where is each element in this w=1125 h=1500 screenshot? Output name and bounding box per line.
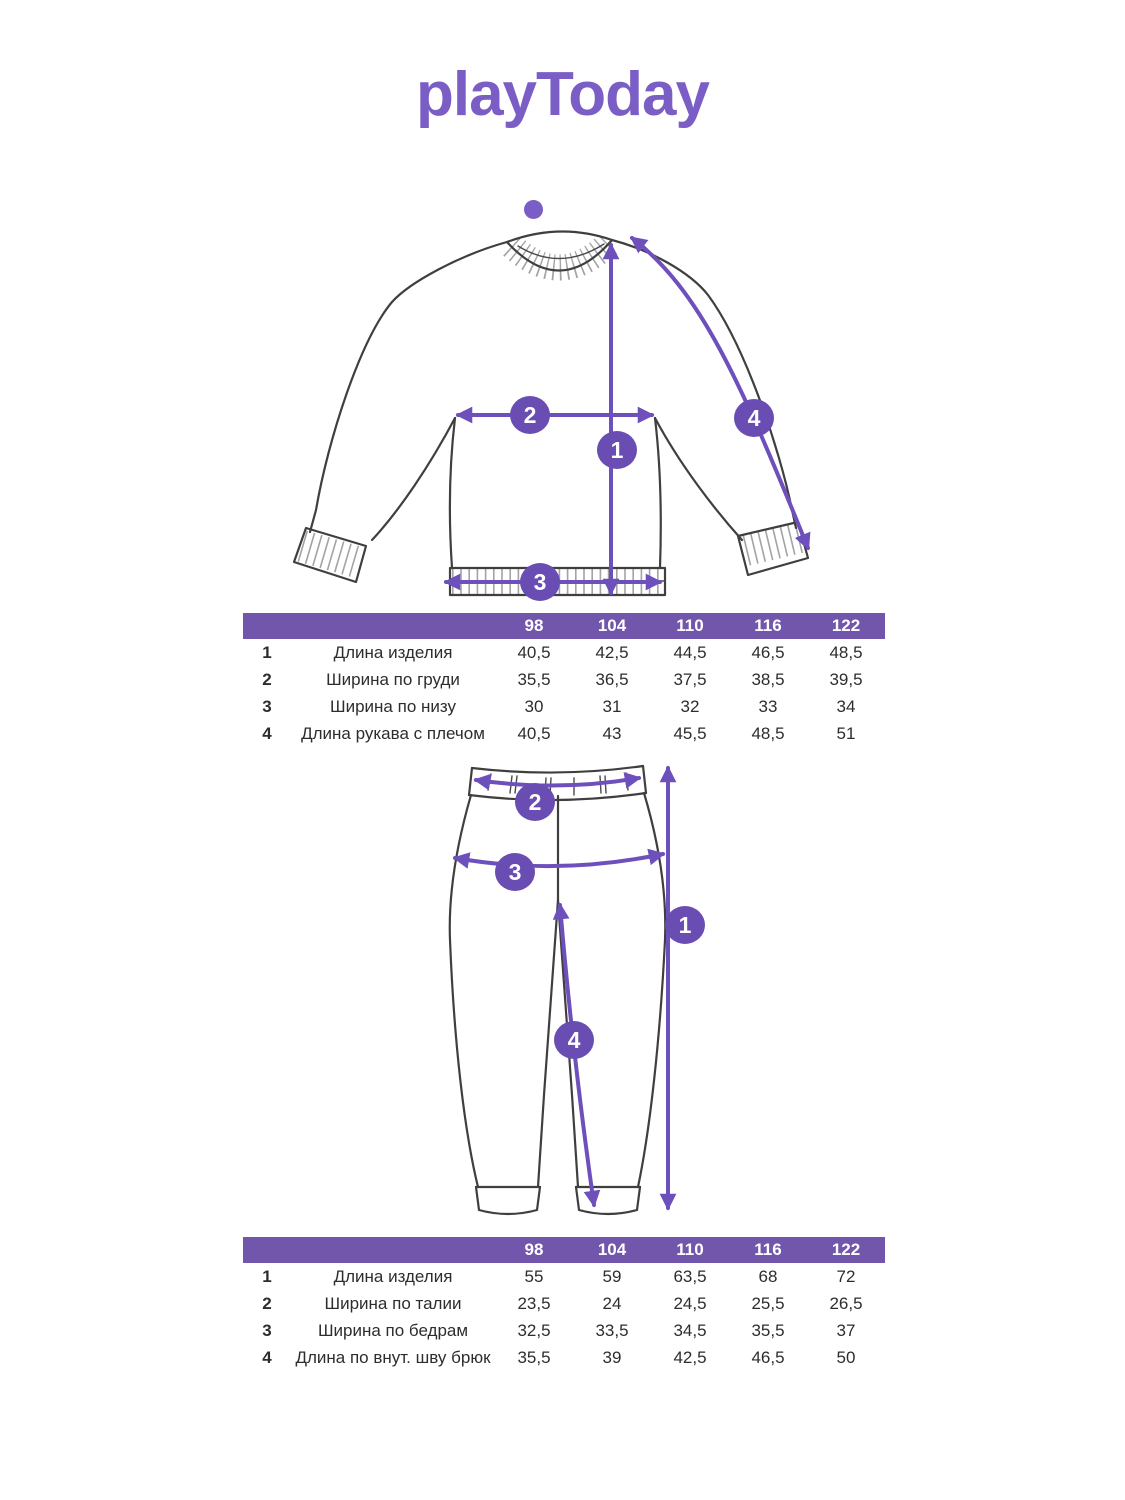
pants-measurement-diagram: [360, 750, 780, 1245]
marker-circle-1: [597, 431, 637, 469]
header-label-cell: [291, 613, 495, 639]
table-row: [243, 1344, 885, 1371]
size-value-cell: 59: [602, 1266, 622, 1286]
row-label: Длина по внут. шву брюк: [295, 1347, 491, 1367]
size-value-cell: 48,5: [829, 642, 863, 662]
size-value-cell: 31: [602, 696, 622, 716]
svg-text:4: 4: [747, 405, 761, 431]
size-value-cell: 35,5: [517, 669, 551, 689]
size-value-cell: 48,5: [751, 723, 785, 743]
marker-circle-4: [554, 1021, 594, 1059]
svg-text:3: 3: [508, 859, 522, 885]
size-table-header: [243, 613, 885, 639]
row-label: Длина изделия: [333, 1266, 453, 1286]
pants-outline: [450, 766, 666, 1214]
row-number: 4: [262, 1347, 272, 1367]
right-cuff-ribbing: [746, 537, 800, 550]
pants-size-table: [243, 1237, 885, 1371]
size-header: 116: [729, 1237, 807, 1263]
svg-text:2: 2: [528, 789, 542, 815]
row-number: 1: [262, 1266, 272, 1286]
size-header: 122: [807, 1237, 885, 1263]
size-value-cell: 39: [602, 1347, 622, 1367]
size-header: 110: [651, 1237, 729, 1263]
row-number: 1: [262, 642, 272, 662]
size-value-cell: 63,5: [673, 1266, 707, 1286]
brand-logo: [0, 60, 1125, 129]
svg-text:1: 1: [678, 912, 692, 938]
size-header: 116: [729, 613, 807, 639]
size-header: 104: [573, 1237, 651, 1263]
left-cuff-ribbing: [302, 546, 360, 563]
size-value-cell: 46,5: [751, 1347, 785, 1367]
marker-circle-1: [665, 906, 705, 944]
size-value-cell: 24: [602, 1293, 622, 1313]
table-row: [243, 720, 885, 747]
size-header: 122: [807, 613, 885, 639]
size-value-cell: 51: [836, 723, 856, 743]
size-value-cell: 25,5: [751, 1293, 785, 1313]
marker-circle-3: [520, 563, 560, 601]
size-value-cell: 26,5: [829, 1293, 863, 1313]
svg-text:4: 4: [567, 1027, 581, 1053]
size-value-cell: 30: [524, 696, 544, 716]
brand-logo-text: playToday: [415, 60, 710, 129]
row-number: 4: [262, 723, 272, 743]
table-row: [243, 1290, 885, 1317]
row-label: Ширина по низу: [330, 696, 456, 716]
size-value-cell: 42,5: [595, 642, 629, 662]
table-row: [243, 666, 885, 693]
table-row: [243, 1263, 885, 1290]
marker-circle-4: [734, 399, 774, 437]
svg-text:3: 3: [533, 569, 547, 595]
size-table-header: [243, 1237, 885, 1263]
size-value-cell: 72: [836, 1266, 856, 1286]
size-value-cell: 35,5: [517, 1347, 551, 1367]
size-value-cell: 44,5: [673, 642, 707, 662]
size-value-cell: 37,5: [673, 669, 707, 689]
size-value-cell: 36,5: [595, 669, 629, 689]
measure-arrow-2-waist: [476, 778, 639, 786]
marker-circle-3: [495, 853, 535, 891]
size-value-cell: 32: [680, 696, 700, 716]
sweatshirt-measurement-diagram: [280, 210, 850, 610]
size-value-cell: 42,5: [673, 1347, 707, 1367]
row-label: Ширина по талии: [324, 1293, 462, 1313]
row-number: 3: [262, 696, 272, 716]
measure-arrow-4-sleeve: [632, 238, 808, 548]
size-value-cell: 33,5: [595, 1320, 629, 1340]
size-value-cell: 40,5: [517, 723, 551, 743]
row-number: 2: [262, 1293, 272, 1313]
size-value-cell: 39,5: [829, 669, 863, 689]
size-value-cell: 55: [524, 1266, 544, 1286]
marker-circle-2: [510, 396, 550, 434]
table-row: [243, 693, 885, 720]
header-label-cell: [291, 1237, 495, 1263]
size-value-cell: 35,5: [751, 1320, 785, 1340]
size-header: 104: [573, 613, 651, 639]
sweatshirt-size-table: [243, 613, 885, 747]
table-row: [243, 639, 885, 666]
row-label: Длина рукава с плечом: [301, 723, 485, 743]
size-header: 98: [495, 1237, 573, 1263]
size-value-cell: 34,5: [673, 1320, 707, 1340]
size-value-cell: 40,5: [517, 642, 551, 662]
row-number: 2: [262, 669, 272, 689]
row-number: 3: [262, 1320, 272, 1340]
row-label: Ширина по бедрам: [317, 1320, 469, 1340]
svg-text:2: 2: [523, 402, 537, 428]
size-value-cell: 34: [836, 696, 856, 716]
size-value-cell: 23,5: [517, 1293, 551, 1313]
size-value-cell: 24,5: [673, 1293, 707, 1313]
size-header: 98: [495, 613, 573, 639]
size-value-cell: 45,5: [673, 723, 707, 743]
header-num-cell: [243, 1237, 291, 1263]
size-header: 110: [651, 613, 729, 639]
size-value-cell: 38,5: [751, 669, 785, 689]
size-value-cell: 68: [758, 1266, 778, 1286]
size-value-cell: 50: [836, 1347, 856, 1367]
svg-text:1: 1: [610, 437, 624, 463]
table-row: [243, 1317, 885, 1344]
row-label: Длина изделия: [333, 642, 453, 662]
size-value-cell: 32,5: [517, 1320, 551, 1340]
size-value-cell: 43: [602, 723, 622, 743]
header-num-cell: [243, 613, 291, 639]
marker-circle-2: [515, 783, 555, 821]
size-value-cell: 33: [758, 696, 778, 716]
collar-ribbing: [512, 244, 608, 268]
size-value-cell: 46,5: [751, 642, 785, 662]
row-label: Ширина по груди: [326, 669, 460, 689]
size-value-cell: 37: [836, 1320, 856, 1340]
